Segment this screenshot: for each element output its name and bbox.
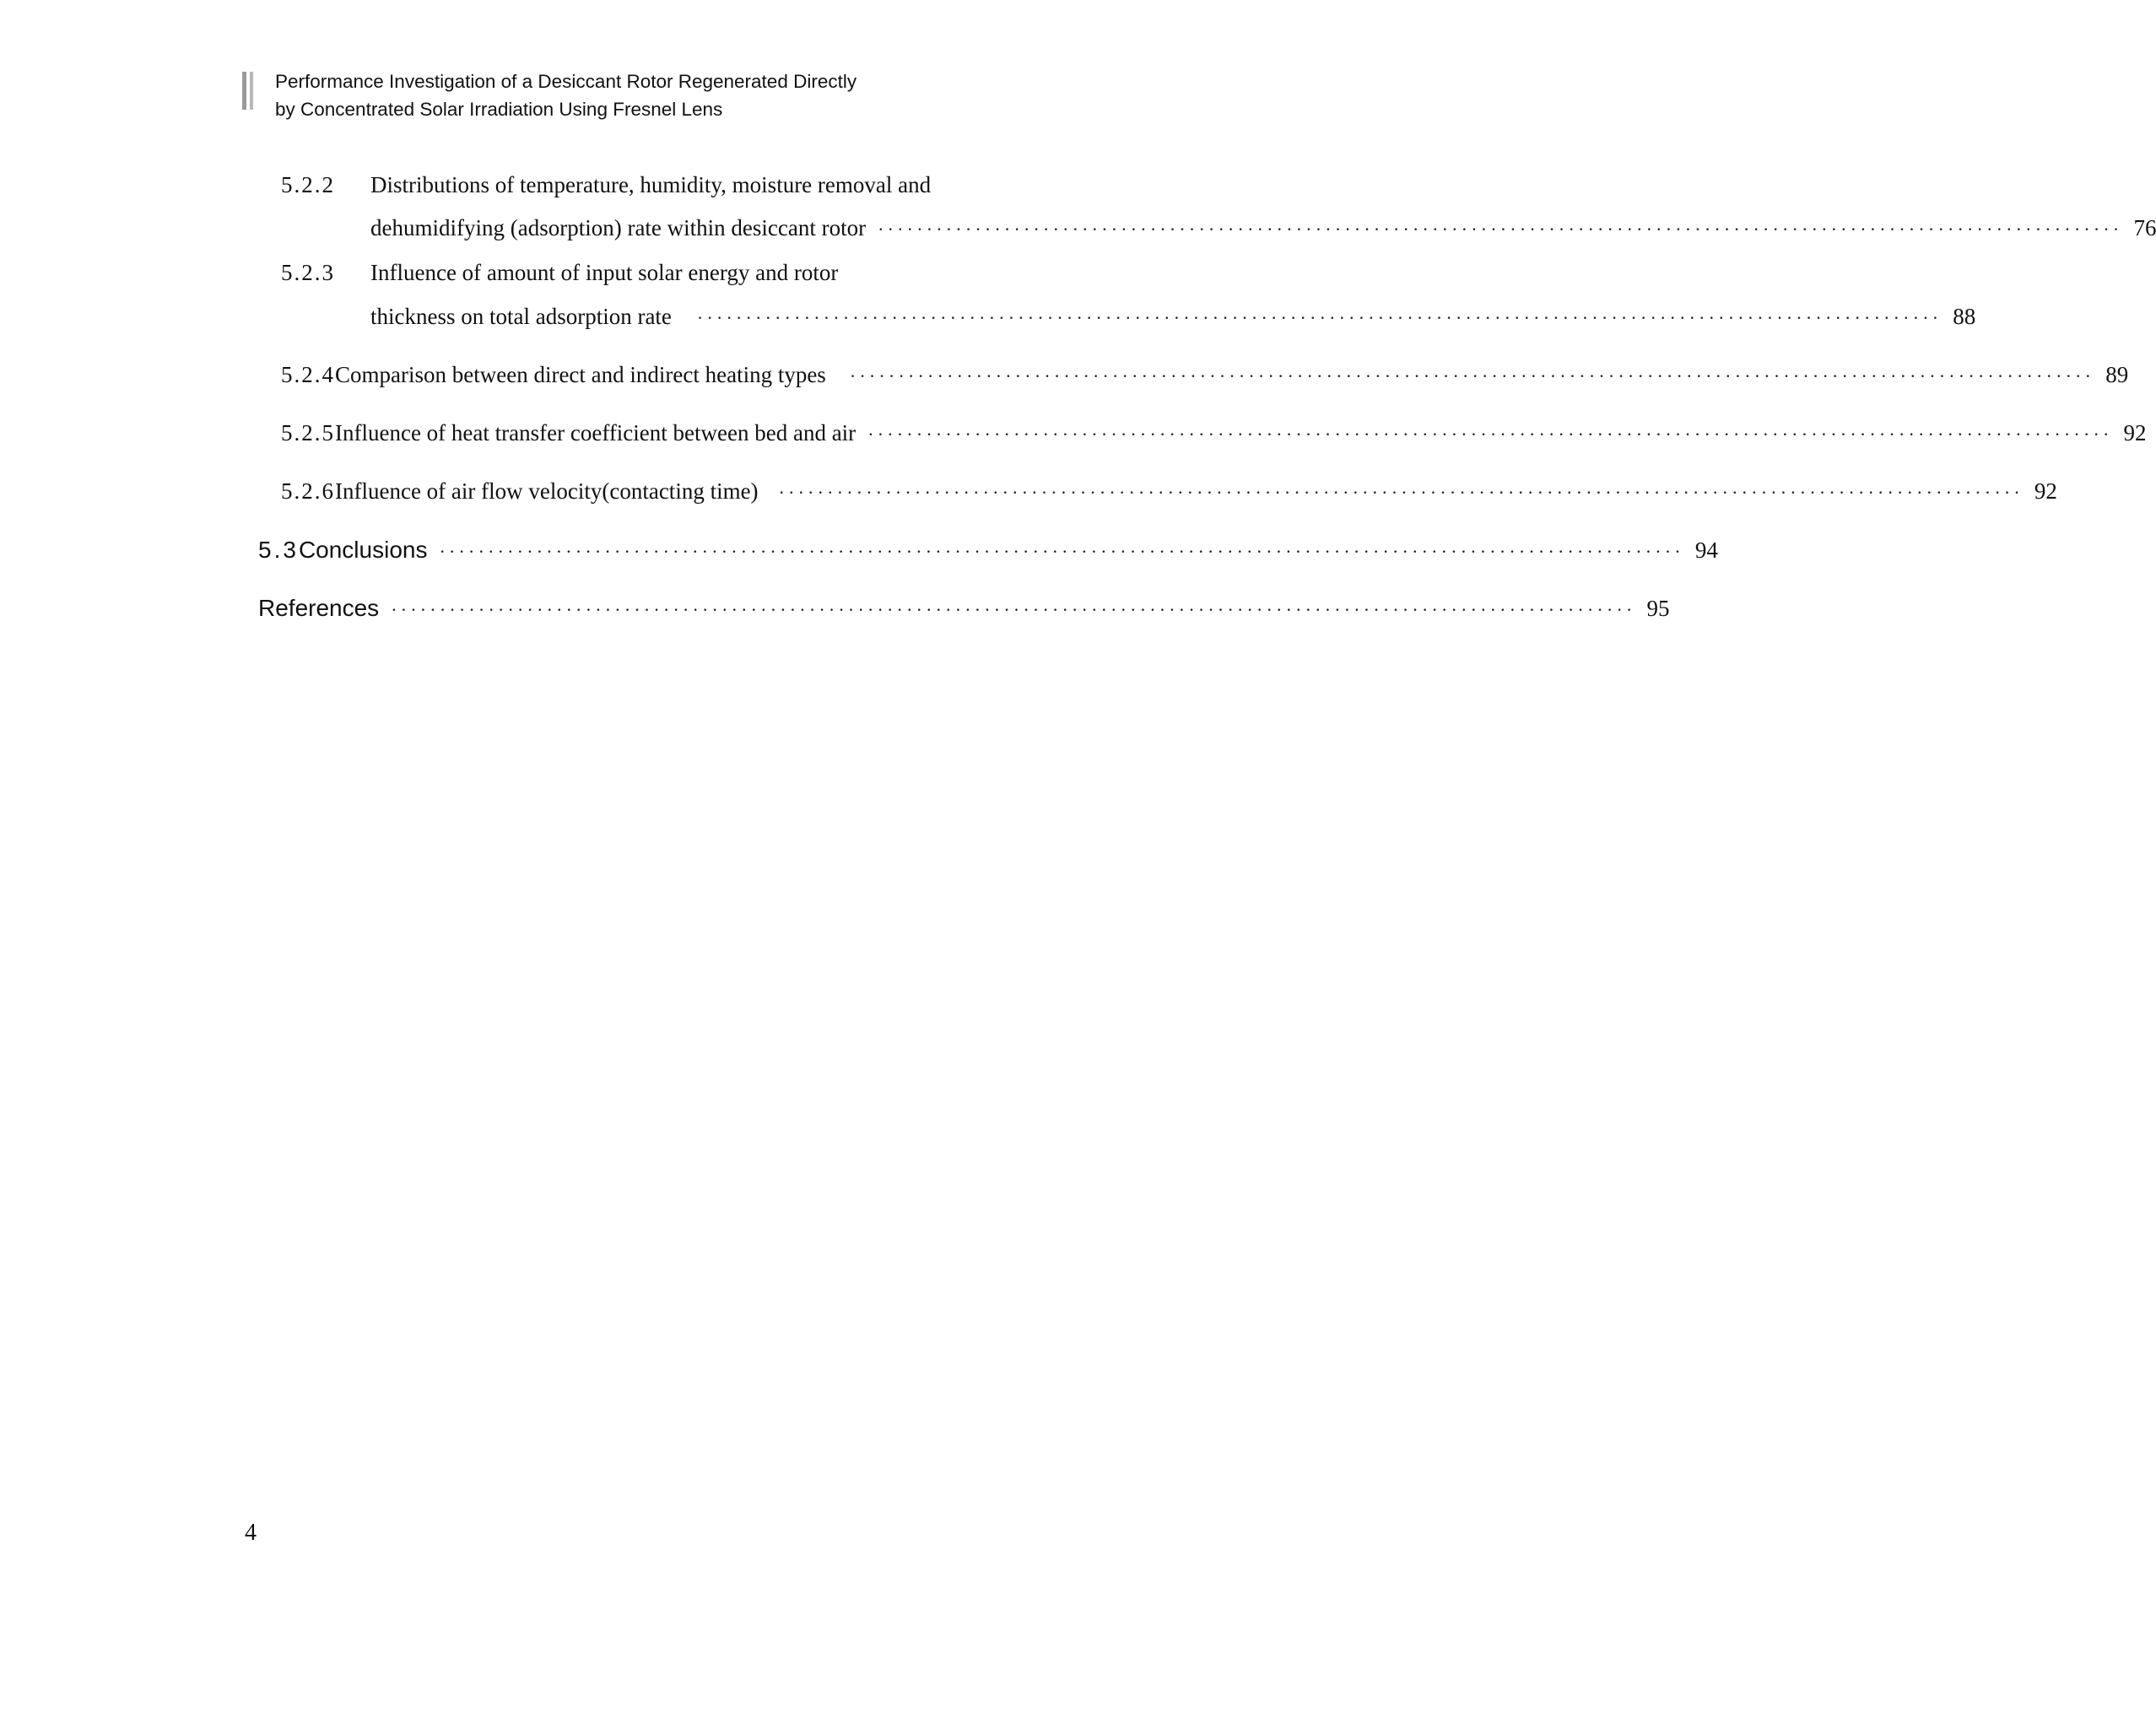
page-number: 4 <box>245 1520 257 1546</box>
toc-entry-number: 5.2.3 <box>281 260 335 285</box>
toc-entry-number: 5.2.2 <box>281 172 335 197</box>
toc-entry-5-3[interactable] <box>258 537 1718 564</box>
toc-entry-page: 76 <box>2133 215 2156 240</box>
toc-entry-title: Influence of air flow velocity(contacting time) <box>335 478 759 504</box>
toc-entry-number: 5.2.6 <box>281 478 335 504</box>
toc-entry-5-2-6[interactable] <box>281 478 2057 505</box>
toc-entry-title: Comparison between direct and indirect heating types <box>335 362 826 387</box>
toc-entry-number: 5.2.4 <box>281 362 335 387</box>
toc-entry-title: Distributions of temperature, humidity, moisture removal and <box>370 172 932 197</box>
toc-entry-title: Influence of heat transfer coefficient between bed and air <box>335 420 856 446</box>
toc-entry-page: 89 <box>2105 362 2129 387</box>
toc-entry-title: References <box>258 595 380 621</box>
toc-entry-title-continued: thickness on total adsorption rate <box>370 304 672 329</box>
leader-dots: ································································································································ <box>867 424 2113 445</box>
toc-entry-5-2-3-line-2[interactable] <box>370 304 1976 330</box>
toc-entry-5-2-4[interactable] <box>281 362 2129 388</box>
toc-entry-page: 92 <box>2123 420 2147 446</box>
leader-dots: ································································································································ <box>439 541 1684 562</box>
leader-dots: ································································································································ <box>849 365 2095 386</box>
toc-entry-title: Influence of amount of input solar energy and rotor <box>370 260 839 285</box>
toc-entry-page: 88 <box>1953 304 1976 329</box>
leader-dots: ································································································································ <box>391 599 1636 620</box>
toc-entry-title-continued: dehumidifying (adsorption) rate within desiccant rotor <box>370 215 867 240</box>
toc-entry-page: 95 <box>1646 596 1670 621</box>
toc-entry-page: 94 <box>1694 537 1718 563</box>
toc-entry-references[interactable] <box>258 595 1670 622</box>
toc-entry-number: 5.3 <box>258 537 299 563</box>
running-head-line-1: Performance Investigation of a Desiccant Rotor Regenerated Directly <box>275 71 857 92</box>
toc-entry-number: 5.2.5 <box>281 420 335 446</box>
toc-entry-title: Conclusions <box>298 537 428 563</box>
running-head-line-2: by Concentrated Solar Irradiation Using Fresnel Lens <box>275 99 723 120</box>
toc-entry-page: 92 <box>2034 478 2057 504</box>
leader-dots: ································································································································ <box>778 482 2024 503</box>
toc-entry-5-2-5[interactable] <box>281 420 2147 446</box>
toc-entry-5-2-2-line-2[interactable] <box>370 215 2156 241</box>
toc-entry-5-2-3-line-1[interactable] <box>281 260 1108 286</box>
table-of-contents <box>0 0 2156 675</box>
toc-entry-5-2-2-line-1[interactable] <box>281 172 1108 198</box>
leader-dots: ································································································································ <box>696 307 1943 328</box>
leader-dots: ································································································································ <box>878 219 2123 240</box>
